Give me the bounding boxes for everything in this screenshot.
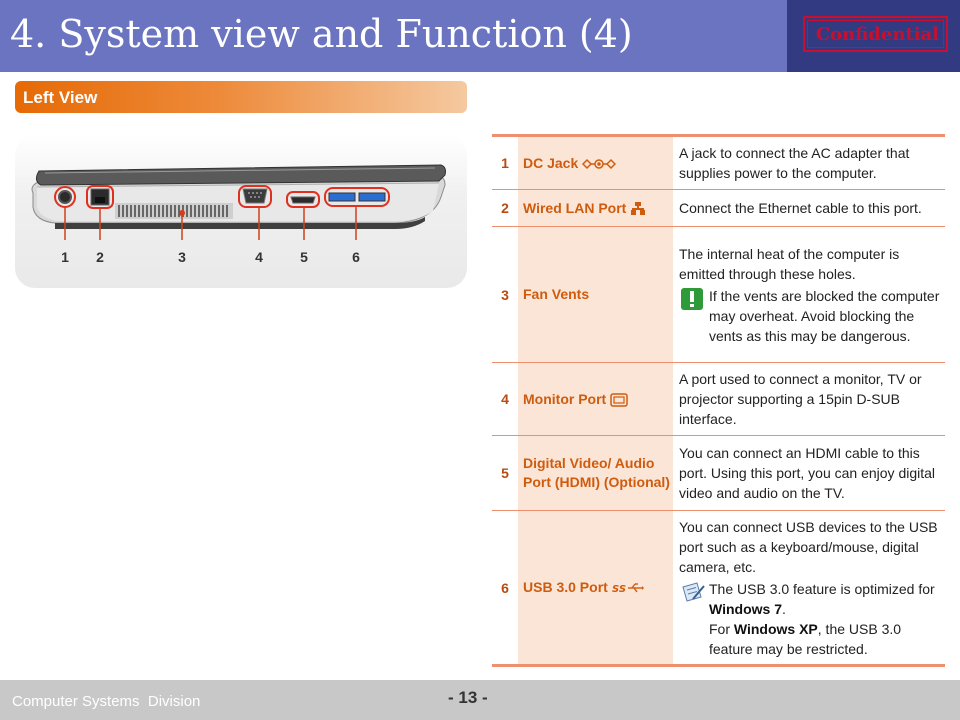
row-description-text: The internal heat of the computer is emitted through these holes. [679, 245, 900, 282]
row-number: 2 [492, 190, 518, 227]
row-port-name: Fan Vents [518, 227, 673, 363]
row-description: Connect the Ethernet cable to this port. [673, 190, 945, 227]
usb3-icon [612, 581, 644, 595]
row-number: 3 [492, 227, 518, 363]
confidential-label: Confidential [815, 24, 940, 45]
lan-port-icon [630, 201, 646, 217]
row-description [673, 227, 945, 363]
table-row [492, 511, 945, 666]
table-row [492, 136, 945, 190]
table-row [492, 363, 945, 436]
row-description: A port used to connect a monitor, TV or projector supporting a 15pin D-SUB interface. [673, 363, 945, 436]
callout-2: 2 [96, 249, 104, 265]
section-label: Left View [23, 88, 98, 107]
callout-4: 4 [255, 249, 263, 265]
row-number: 6 [492, 511, 518, 666]
port-description-table [492, 134, 945, 667]
row-port-name: USB 3.0 Port SS [518, 511, 673, 666]
callout-3: 3 [178, 249, 186, 265]
row-description-text: You can connect USB devices to the USB port such as a keyboard/mouse, digital camera, etc. [679, 518, 938, 575]
callout-5: 5 [300, 249, 308, 265]
callout-6: 6 [352, 249, 360, 265]
row-description [673, 511, 945, 666]
section-header-bar [15, 81, 467, 113]
callout-1: 1 [61, 249, 69, 265]
svg-text:SS: SS [611, 584, 626, 596]
laptop-left-view-image [15, 135, 467, 288]
memo-note: The USB 3.0 feature is optimized for Windows 7. For Windows XP, the USB 3.0 feature may be restricted. [679, 579, 941, 659]
row-port-name: Wired LAN Port [518, 190, 673, 227]
table-row [492, 227, 945, 363]
confidential-badge [803, 16, 948, 52]
monitor-port-icon [610, 393, 628, 407]
memo-icon [681, 581, 705, 603]
row-port-name: DC Jack [518, 136, 673, 190]
row-port-name: Monitor Port [518, 363, 673, 436]
row-description: A jack to connect the AC adapter that supplies power to the computer. [673, 136, 945, 190]
dc-jack-icon [582, 158, 616, 170]
footer-division: Computer Systems Division [12, 693, 201, 710]
row-number: 4 [492, 363, 518, 436]
warning-note [679, 286, 941, 346]
row-number: 5 [492, 436, 518, 511]
row-description: You can connect an HDMI cable to this port. Using this port, you can enjoy digital video and audio on the TV. [673, 436, 945, 511]
page-title: 4. System view and Function (4) [10, 12, 633, 56]
row-port-name: Digital Video/ Audio Port (HDMI) (Optional) [518, 436, 673, 511]
table-row [492, 190, 945, 227]
footer-bar [0, 680, 960, 720]
row-number: 1 [492, 136, 518, 190]
confidential-panel [787, 0, 960, 72]
warning-note-text: If the vents are blocked the computer may overheat. Avoid blocking the vents as this may be dangerous. [709, 287, 940, 344]
warning-icon [681, 288, 703, 310]
title-bar [0, 0, 787, 72]
table-row [492, 436, 945, 511]
page-number: - 13 - [448, 688, 488, 707]
